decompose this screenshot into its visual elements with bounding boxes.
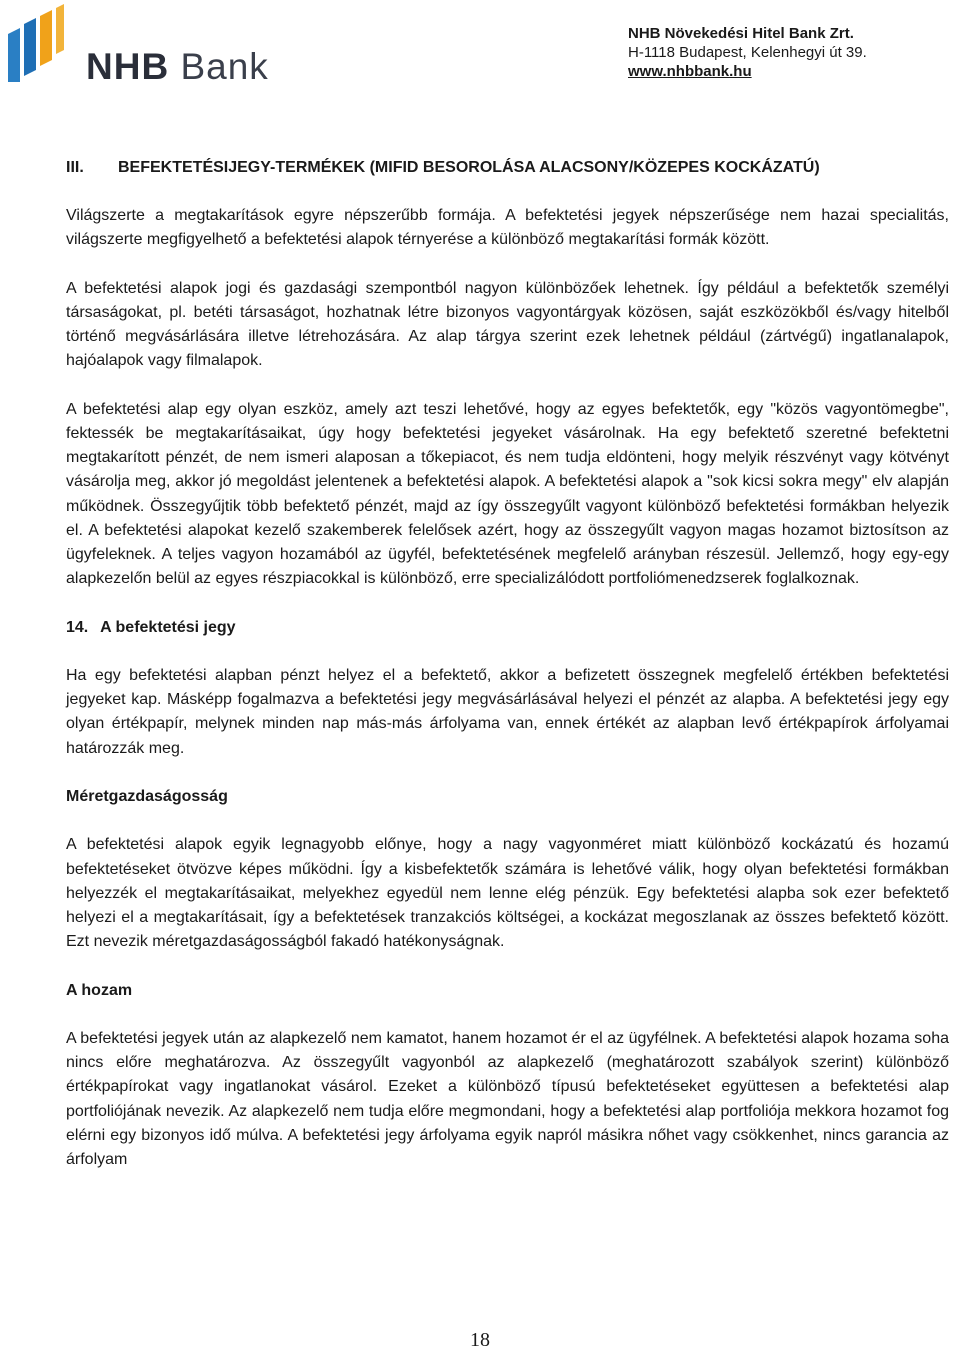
- section-title: BEFEKTETÉSIJEGY-TERMÉKEK (MIFID BESOROLÁSA ALACSONY/KÖZEPES KOCKÁZATÚ): [118, 159, 820, 176]
- page-number: 18: [470, 1329, 490, 1351]
- paragraph-fund-description: A befektetési alap egy olyan eszköz, amely azt teszi lehetővé, hogy az egyes befektetők, egy "közös vagyontömegbe", fektessék be megtakarításaikat, úgy hogy befektetési jegyeket vásárolnak. Ha egy befektető szeretné befektetni megtakarított pénzét, de nem ismeri alaposan a tőkepiacot, és nem tudja eldönteni, hogy melyik részvényt vagy kötvényt vásárolja meg, akkor jó megoldást jelentenek a befektetési alapok. A befektetési alapok a "sok kicsi sokra megy" elv alapján működnek. Összegyűjtik több befektető pénzét, majd az így összegyűlt vagyont különböző befektetési formákban helyezik el. A befektetési alapokat kezelő szakemberek felelősek azért, hogy az összegyűlt vagyon magas hozamot biztosítson az ügyfeleknek. A teljes vagyon hozamából az ügyfél, befektetésének megfelelő arányban részesül. Jellemző, hogy egy-egy alapkezelőn belül az egyes részpiacokkal is különböző, erre specializálódott portfoliómenedzserek foglalkoznak.: [66, 400, 949, 588]
- document-body: [66, 156, 949, 1196]
- paragraph-hozam: A befektetési jegyek után az alapkezelő nem kamatot, hanem hozamot ér el az ügyfélnek. A befektetési alapok hozama soha nincs előre meghatározva. Az összegyűlt vagyonból az alapkezelő (meghatározott szabályok szerint) különböző értékpapírokat vagy ingatlanokat vásárol. Ezeket a különböző típusú befektetéseket együttesen a befektetési alap portfoliójának nevezik. Az alapkezelő nem tudja előre megmondani, hogy a befektetési alap portfoliója mekkora hozamot fog elérni egy bizonyos idő múlva. A befektetési jegy árfolyama egyik napról másikra nőhet vagy csökkenhet, nincs garancia az árfolyam: [66, 1029, 949, 1168]
- company-address: H-1118 Budapest, Kelenhegyi út 39.: [628, 44, 867, 61]
- logo-mark-icon: [6, 4, 76, 86]
- company-info: [628, 24, 928, 81]
- subsection-number: 14.: [66, 618, 89, 636]
- subsection-title: A befektetési jegy: [100, 618, 236, 636]
- heading-hozam: A hozam: [66, 981, 133, 999]
- logo-wordmark: NHB Bank: [86, 46, 269, 87]
- paragraph-meretgazdasagossag: A befektetési alapok egyik legnagyobb előnye, hogy a nagy vagyonméret miatt különböző kockázatú és hozamú befektetéseket ötvözve képes működni. Így a kisbefektetők számára is lehetővé válik, hogy olyan befektetési formákban helyezzék el megtakarításaikat, melyekhez egyedül nem lenne elég pénzük. Egy befektetési alapba sok ezer befektető helyezi el a megtakarításait, így a befektetések tranzakciós költségei, a kockázat megoszlanak az összes befektető között. Ezt nevezik méretgazdaságosságból fakadó hatékonyságnak.: [66, 836, 949, 951]
- subsection-heading: [66, 616, 949, 640]
- section-number: III.: [66, 159, 84, 176]
- company-name: NHB Növekedési Hitel Bank Zrt.: [628, 25, 854, 42]
- heading-meretgazdasagossag: Méretgazdaságosság: [66, 788, 228, 805]
- paragraph-intro: Világszerte a megtakarítások egyre népszerűbb formája. A befektetési jegyek népszerűsége nem hazai specialitás, világszerte megfigyelhető a befektetési alapok térnyerése a különböző megtakarítási formák között.: [66, 207, 949, 249]
- company-website-link[interactable]: www.nhbbank.hu: [628, 63, 752, 80]
- nhb-bank-logo: [6, 4, 286, 87]
- paragraph-legal: A befektetési alapok jogi és gazdasági szempontból nagyon különbözőek lehetnek. Így például a befektetők személyi társaságokat, pl. betéti társaságot, hozhatnak létre bizonyos vagyontárgyak közösen, saját eszközökből és/vagy hitelből történő megvásárlására illetve létrehozására. Az alap tárgya szerint ezek lehetnek például (zártvégű) ingatlanalapok, hajóalapok vagy filmalapok.: [66, 279, 949, 370]
- section-heading: [66, 156, 949, 180]
- paragraph-investment-unit: Ha egy befektetési alapban pénzt helyez el a befektető, akkor a befizetett összegnek megfelelő értékben befektetési jegyeket kap. Másképp fogalmazva a befektetési jegy megvásárlásával helyezi el pénzét az alapba. A befektetési jegy egy olyan értékpapír, melynek minden nap más-más árfolyama van, ennek értékét az alapban levő értékpapírok árfolyamai határozzák meg.: [66, 667, 949, 757]
